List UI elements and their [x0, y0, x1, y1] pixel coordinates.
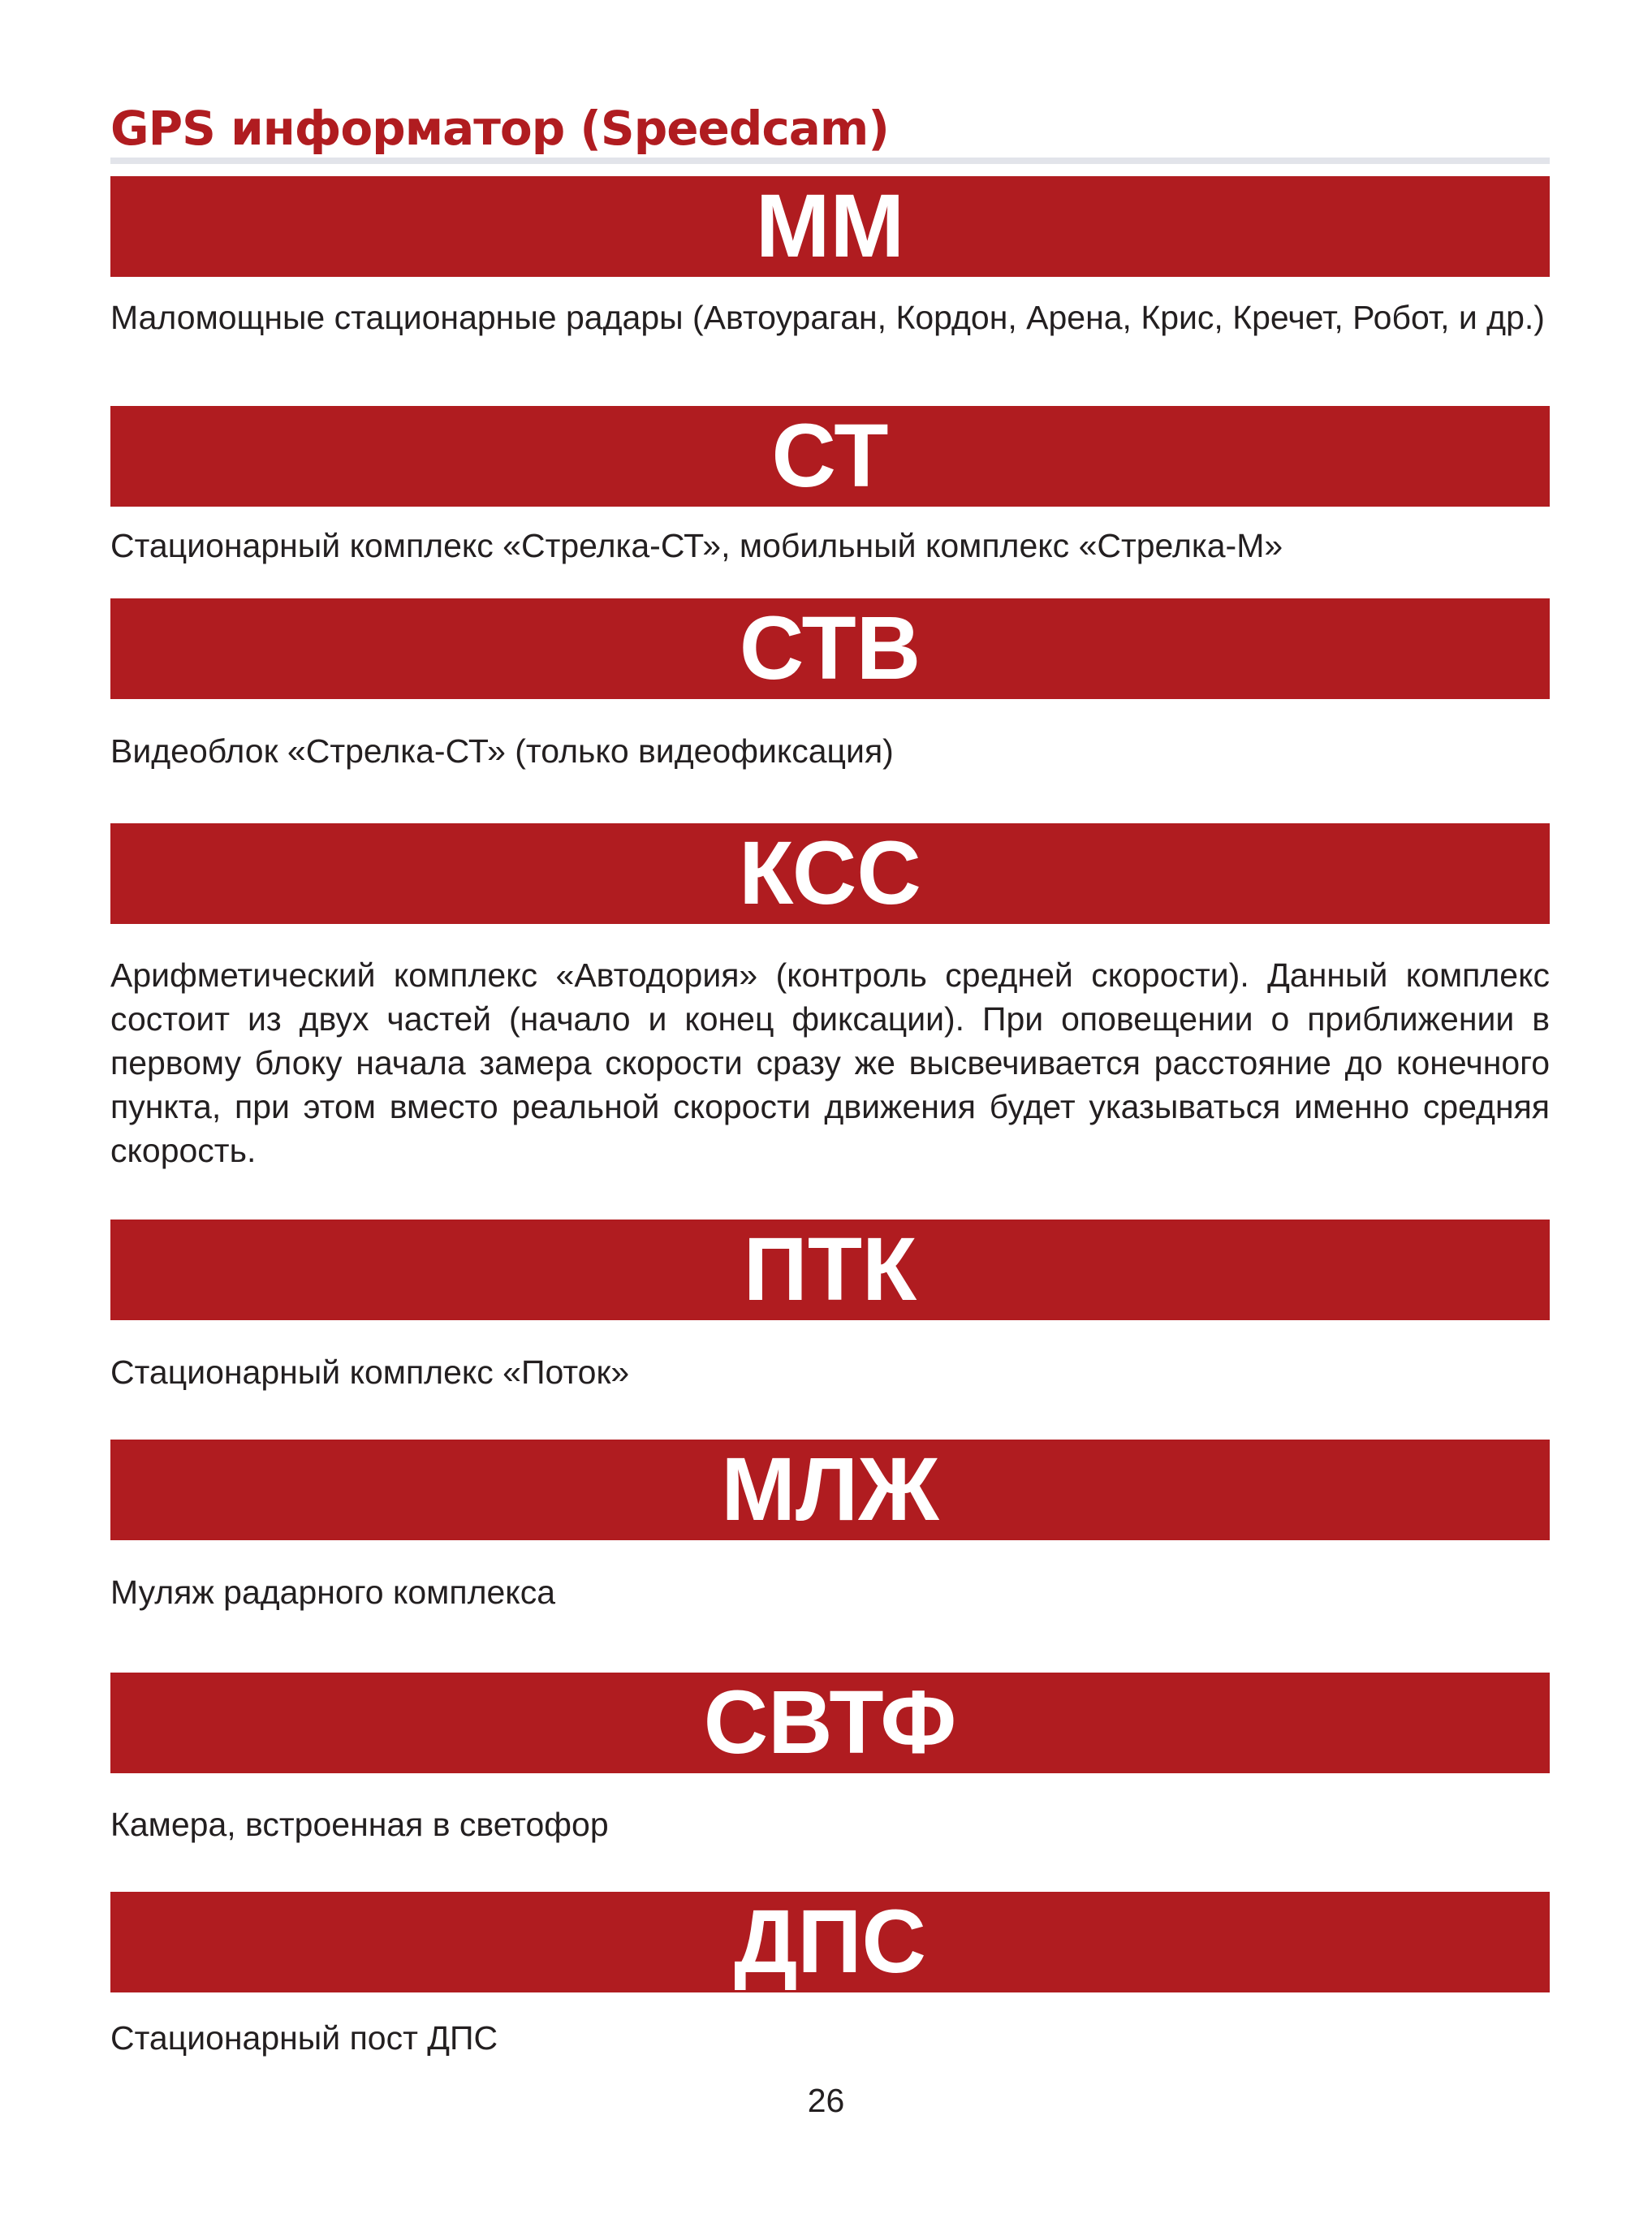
section-code: МЛЖ [721, 1440, 939, 1539]
section-banner-kss [110, 823, 1550, 924]
section-code: СВТФ [703, 1673, 957, 1772]
section-code: ПТК [743, 1220, 917, 1319]
page-number: 26 [807, 2082, 845, 2119]
section-description: Стационарный комплекс «Поток» [110, 1353, 630, 1391]
section-code: ММ [755, 176, 905, 276]
section-description: Маломощные стационарные радары (Автоураган, Кордон, Арена, Крис, Кречет, Робот, и др.) [110, 299, 1545, 336]
section-banner-st [110, 406, 1550, 507]
page-title: GPS информатор (Speedcam) [110, 101, 889, 156]
section-description: Стационарный комплекс «Стрелка-СТ», мобильный комплекс «Стрелка-М» [110, 527, 1283, 564]
section-code: СТВ [739, 598, 921, 698]
section-description: Видеоблок «Стрелка-СТ» (только видеофиксация) [110, 732, 894, 770]
section-banner-mlzh [110, 1440, 1550, 1540]
section-code: ДПС [734, 1892, 926, 1992]
section-banner-ptk [110, 1220, 1550, 1320]
section-banner-stv [110, 598, 1550, 699]
section-description: Муляж радарного комплекса [110, 1574, 555, 1611]
section-banner-mm [110, 176, 1550, 277]
section-banner-svtf [110, 1673, 1550, 1773]
section-code: СТ [771, 406, 889, 506]
section-description: Стационарный пост ДПС [110, 2019, 498, 2057]
section-description: Камера, встроенная в светофор [110, 1806, 609, 1843]
section-banner-dps [110, 1892, 1550, 1992]
section-code: КСС [739, 823, 921, 923]
section-description: Арифметический комплекс «Автодория» (контроль средней скорости). Данный комплекс состоит из двух частей (начало и конец фиксации). При оповещении о приближении в первому блоку начала замера скорости сразу же высвечивается расстояние до конечного пункта, при этом вместо реальной скорости движения будет указываться именно средняя скорость. [110, 956, 1550, 1169]
title-underline [110, 158, 1550, 164]
